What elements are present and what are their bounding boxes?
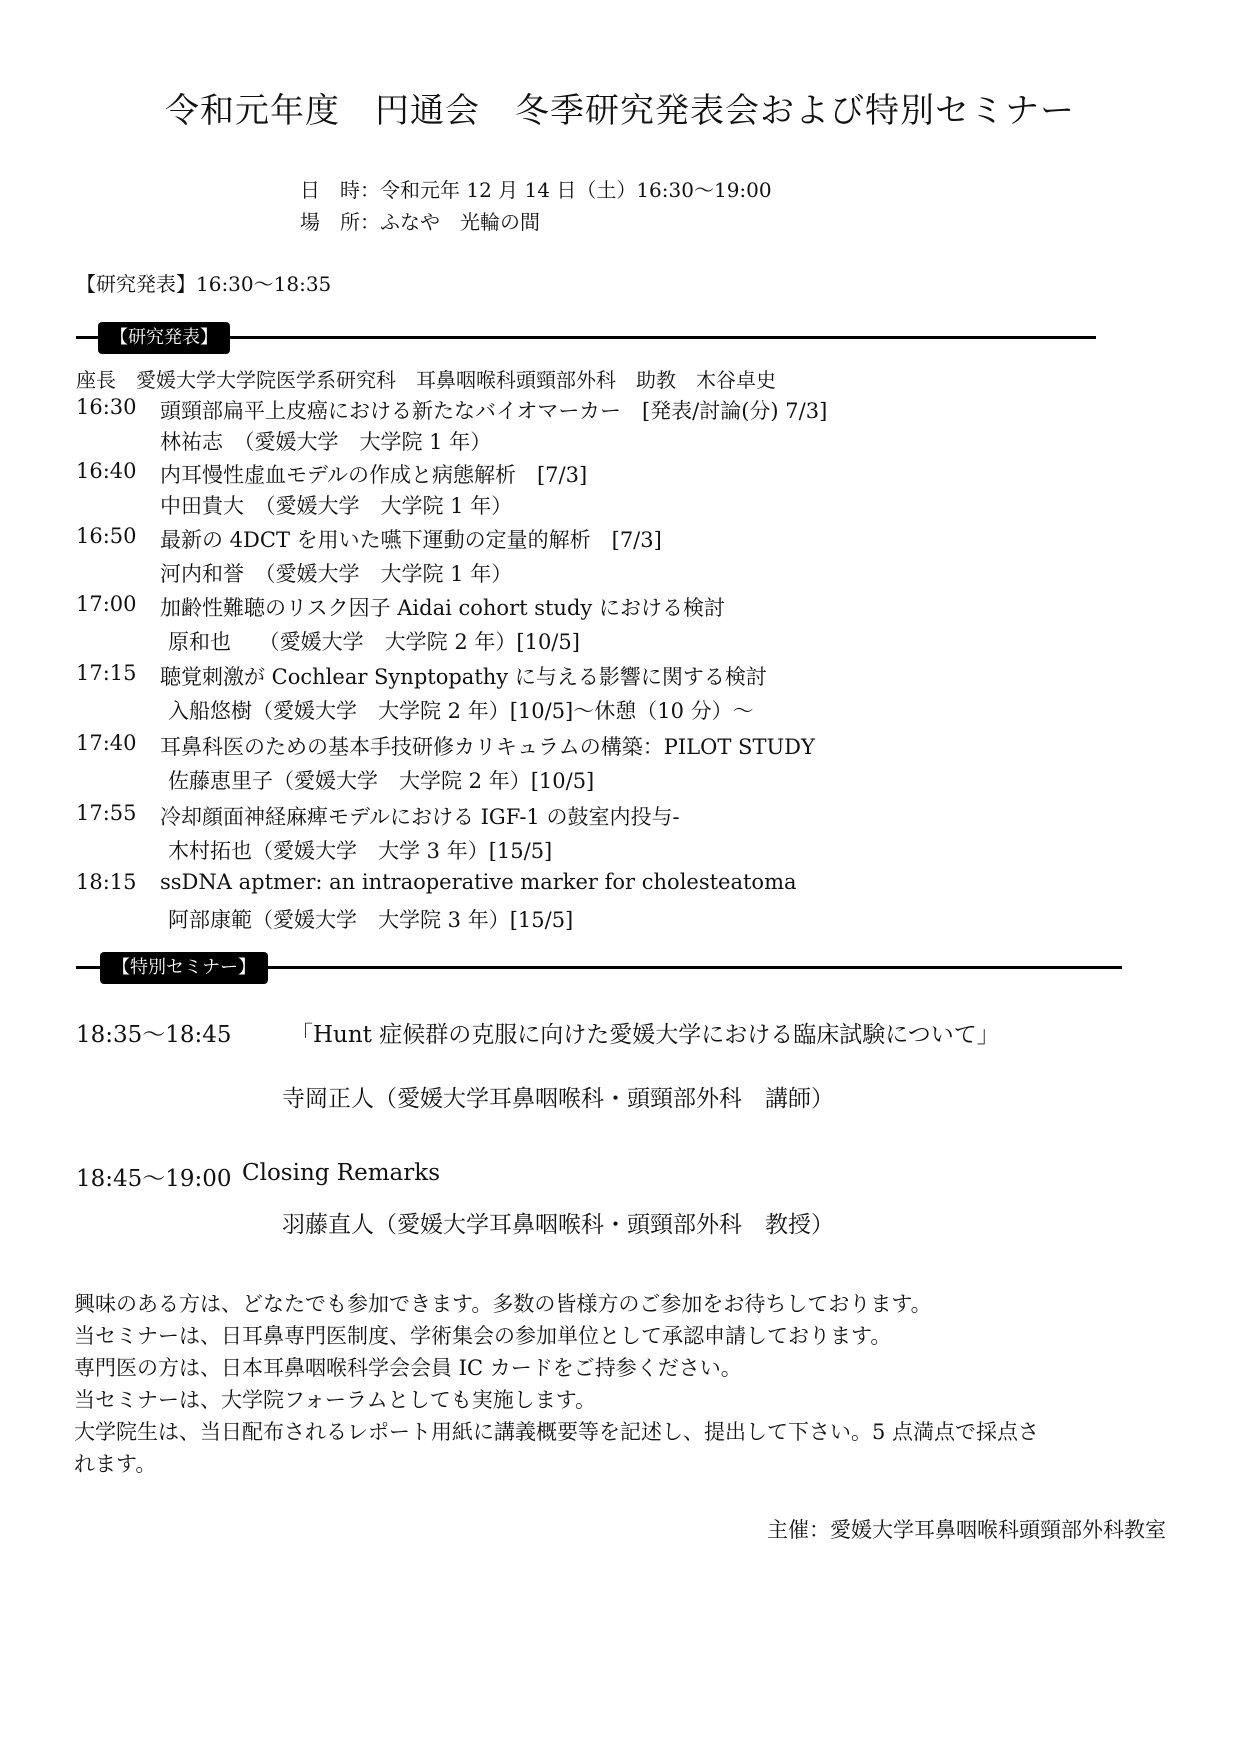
talk-presenter: 入船悠樹（愛媛大学 大学院 2 年）[10/5]～休憩（10 分）～ [168, 699, 754, 723]
talk-presenter: 林祐志 （愛媛大学 大学院 1 年） [160, 430, 492, 454]
talk-title: 最新の 4DCT を用いた嚥下運動の定量的解析 [7/3] [160, 528, 662, 552]
note-line: れます。 [74, 1452, 157, 1476]
talk-title: 耳鼻科医のための基本手技研修カリキュラムの構築：PILOT STUDY [160, 735, 815, 759]
event-date: 日 時：令和元年 12 月 14 日（土）16:30～19:00 [300, 178, 772, 202]
note-line: 大学院生は、当日配布されるレポート用紙に講義概要等を記述し、提出して下さい。5 点満点で採点さ [74, 1420, 1040, 1444]
seminar-time: 18:35～18:45 [76, 1022, 232, 1048]
note-line: 専門医の方は、日本耳鼻咽喉科学会会員 IC カードをご持参ください。 [74, 1356, 742, 1380]
seminar-time: 18:45～19:00 [76, 1166, 232, 1192]
talk-title: 聴覚刺激が Cochlear Synptopathy に与える影響に関する検討 [160, 665, 767, 689]
talk-title: 頭頸部扁平上皮癌における新たなバイオマーカー [発表/討論(分) 7/3] [160, 399, 828, 423]
talk-presenter: 河内和誉 （愛媛大学 大学院 1 年） [160, 562, 513, 586]
schedule-heading: 【研究発表】16:30～18:35 [76, 272, 332, 296]
talk-title: ssDNA aptmer: an intraoperative marker for cholesteatoma [160, 870, 797, 894]
talk-time: 17:40 [76, 731, 137, 755]
talk-time: 18:15 [76, 870, 137, 894]
note-line: 当セミナーは、大学院フォーラムとしても実施します。 [74, 1388, 597, 1412]
talk-title: 加齢性難聴のリスク因子 Aidai cohort study における検討 [160, 596, 725, 620]
talk-time: 17:15 [76, 661, 137, 685]
event-place: 場 所：ふなや 光輪の間 [300, 210, 540, 234]
research-tag: 【研究発表】 [98, 322, 230, 354]
talk-presenter: 佐藤恵里子（愛媛大学 大学院 2 年）[10/5] [168, 769, 595, 793]
organizer: 主催：愛媛大学耳鼻咽喉科頭頸部外科教室 [767, 1518, 1166, 1542]
talk-time: 16:30 [76, 395, 137, 419]
talk-time: 16:50 [76, 524, 137, 548]
seminar-speaker: 寺岡正人（愛媛大学耳鼻咽喉科・頭頸部外科 講師） [282, 1086, 834, 1112]
talk-presenter: 原和也 （愛媛大学 大学院 2 年）[10/5] [168, 630, 580, 654]
note-line: 興味のある方は、どなたでも参加できます。多数の皆様方のご参加をお待ちしております。 [74, 1292, 932, 1316]
seminar-tag: 【特別セミナー】 [100, 952, 268, 984]
note-line: 当セミナーは、日耳鼻専門医制度、学術集会の参加単位として承認申請しております。 [74, 1324, 892, 1348]
talk-presenter: 中田貴大 （愛媛大学 大学院 1 年） [160, 494, 513, 518]
talk-title: 内耳慢性虚血モデルの作成と病態解析 [7/3] [160, 463, 588, 487]
talk-time: 17:55 [76, 801, 137, 825]
talk-time: 16:40 [76, 459, 137, 483]
talk-title: 冷却顔面神経麻痺モデルにおける IGF-1 の鼓室内投与- [160, 805, 680, 829]
talk-time: 17:00 [76, 592, 137, 616]
page-title: 令和元年度 円通会 冬季研究発表会および特別セミナー [165, 91, 1075, 131]
talk-presenter: 阿部康範（愛媛大学 大学院 3 年）[15/5] [168, 908, 574, 932]
seminar-speaker: 羽藤直人（愛媛大学耳鼻咽喉科・頭頸部外科 教授） [282, 1212, 834, 1238]
seminar-title: 「Hunt 症候群の克服に向けた愛媛大学における臨床試験について」 [290, 1022, 1000, 1048]
seminar-title: Closing Remarks [242, 1160, 440, 1186]
talk-presenter: 木村拓也（愛媛大学 大学 3 年）[15/5] [168, 839, 553, 863]
session-chair: 座長 愛媛大学大学院医学系研究科 耳鼻咽喉科頭頸部外科 助教 木谷卓史 [76, 368, 776, 392]
